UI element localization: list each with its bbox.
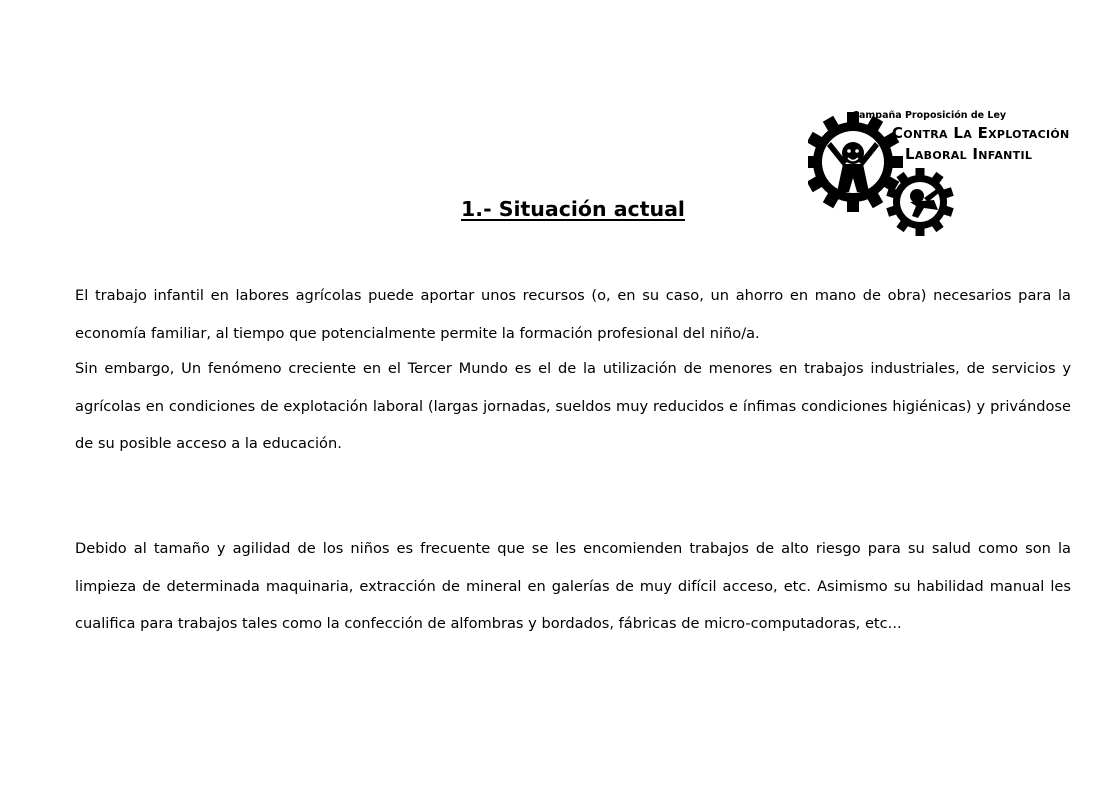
paragraph-1: El trabajo infantil en labores agrícolas puede aportar unos recursos (o, en su caso, un ahorro en mano de obra) necesarios para la economía familiar, al tiempo que potencialmente permite la formación profesional del niño/a. (75, 287, 1071, 342)
logo-title-line-2: Laboral Infantil (905, 145, 1033, 163)
section-title: 1.- Situación actual (461, 197, 685, 221)
paragraph-3: Debido al tamaño y agilidad de los niños es frecuente que se les encomienden trabajos de alto riesgo para su salud como son la limpieza de determinada maquinaria, extracción de mineral en galerías de muy difícil acceso, etc. Asimismo su habilidad manual les cualifica para trabajos tales como la confección de alfombras y bordados, fábricas de micro-computadoras, etc... (75, 540, 1071, 632)
logo-caption: Campaña Proposición de Ley (852, 110, 1007, 121)
logo-title-line-1: Contra La Explotación (892, 124, 1070, 142)
paragraph-2: Sin embargo, Un fenómeno creciente en el Tercer Mundo es el de la utilización de menores en trabajos industriales, de servicios y agrícolas en condiciones de explotación laboral (largas jornadas, sueldos muy reducidos e ínfimas condiciones higiénicas) y privándose de su posible acceso a la educación. (75, 360, 1071, 452)
